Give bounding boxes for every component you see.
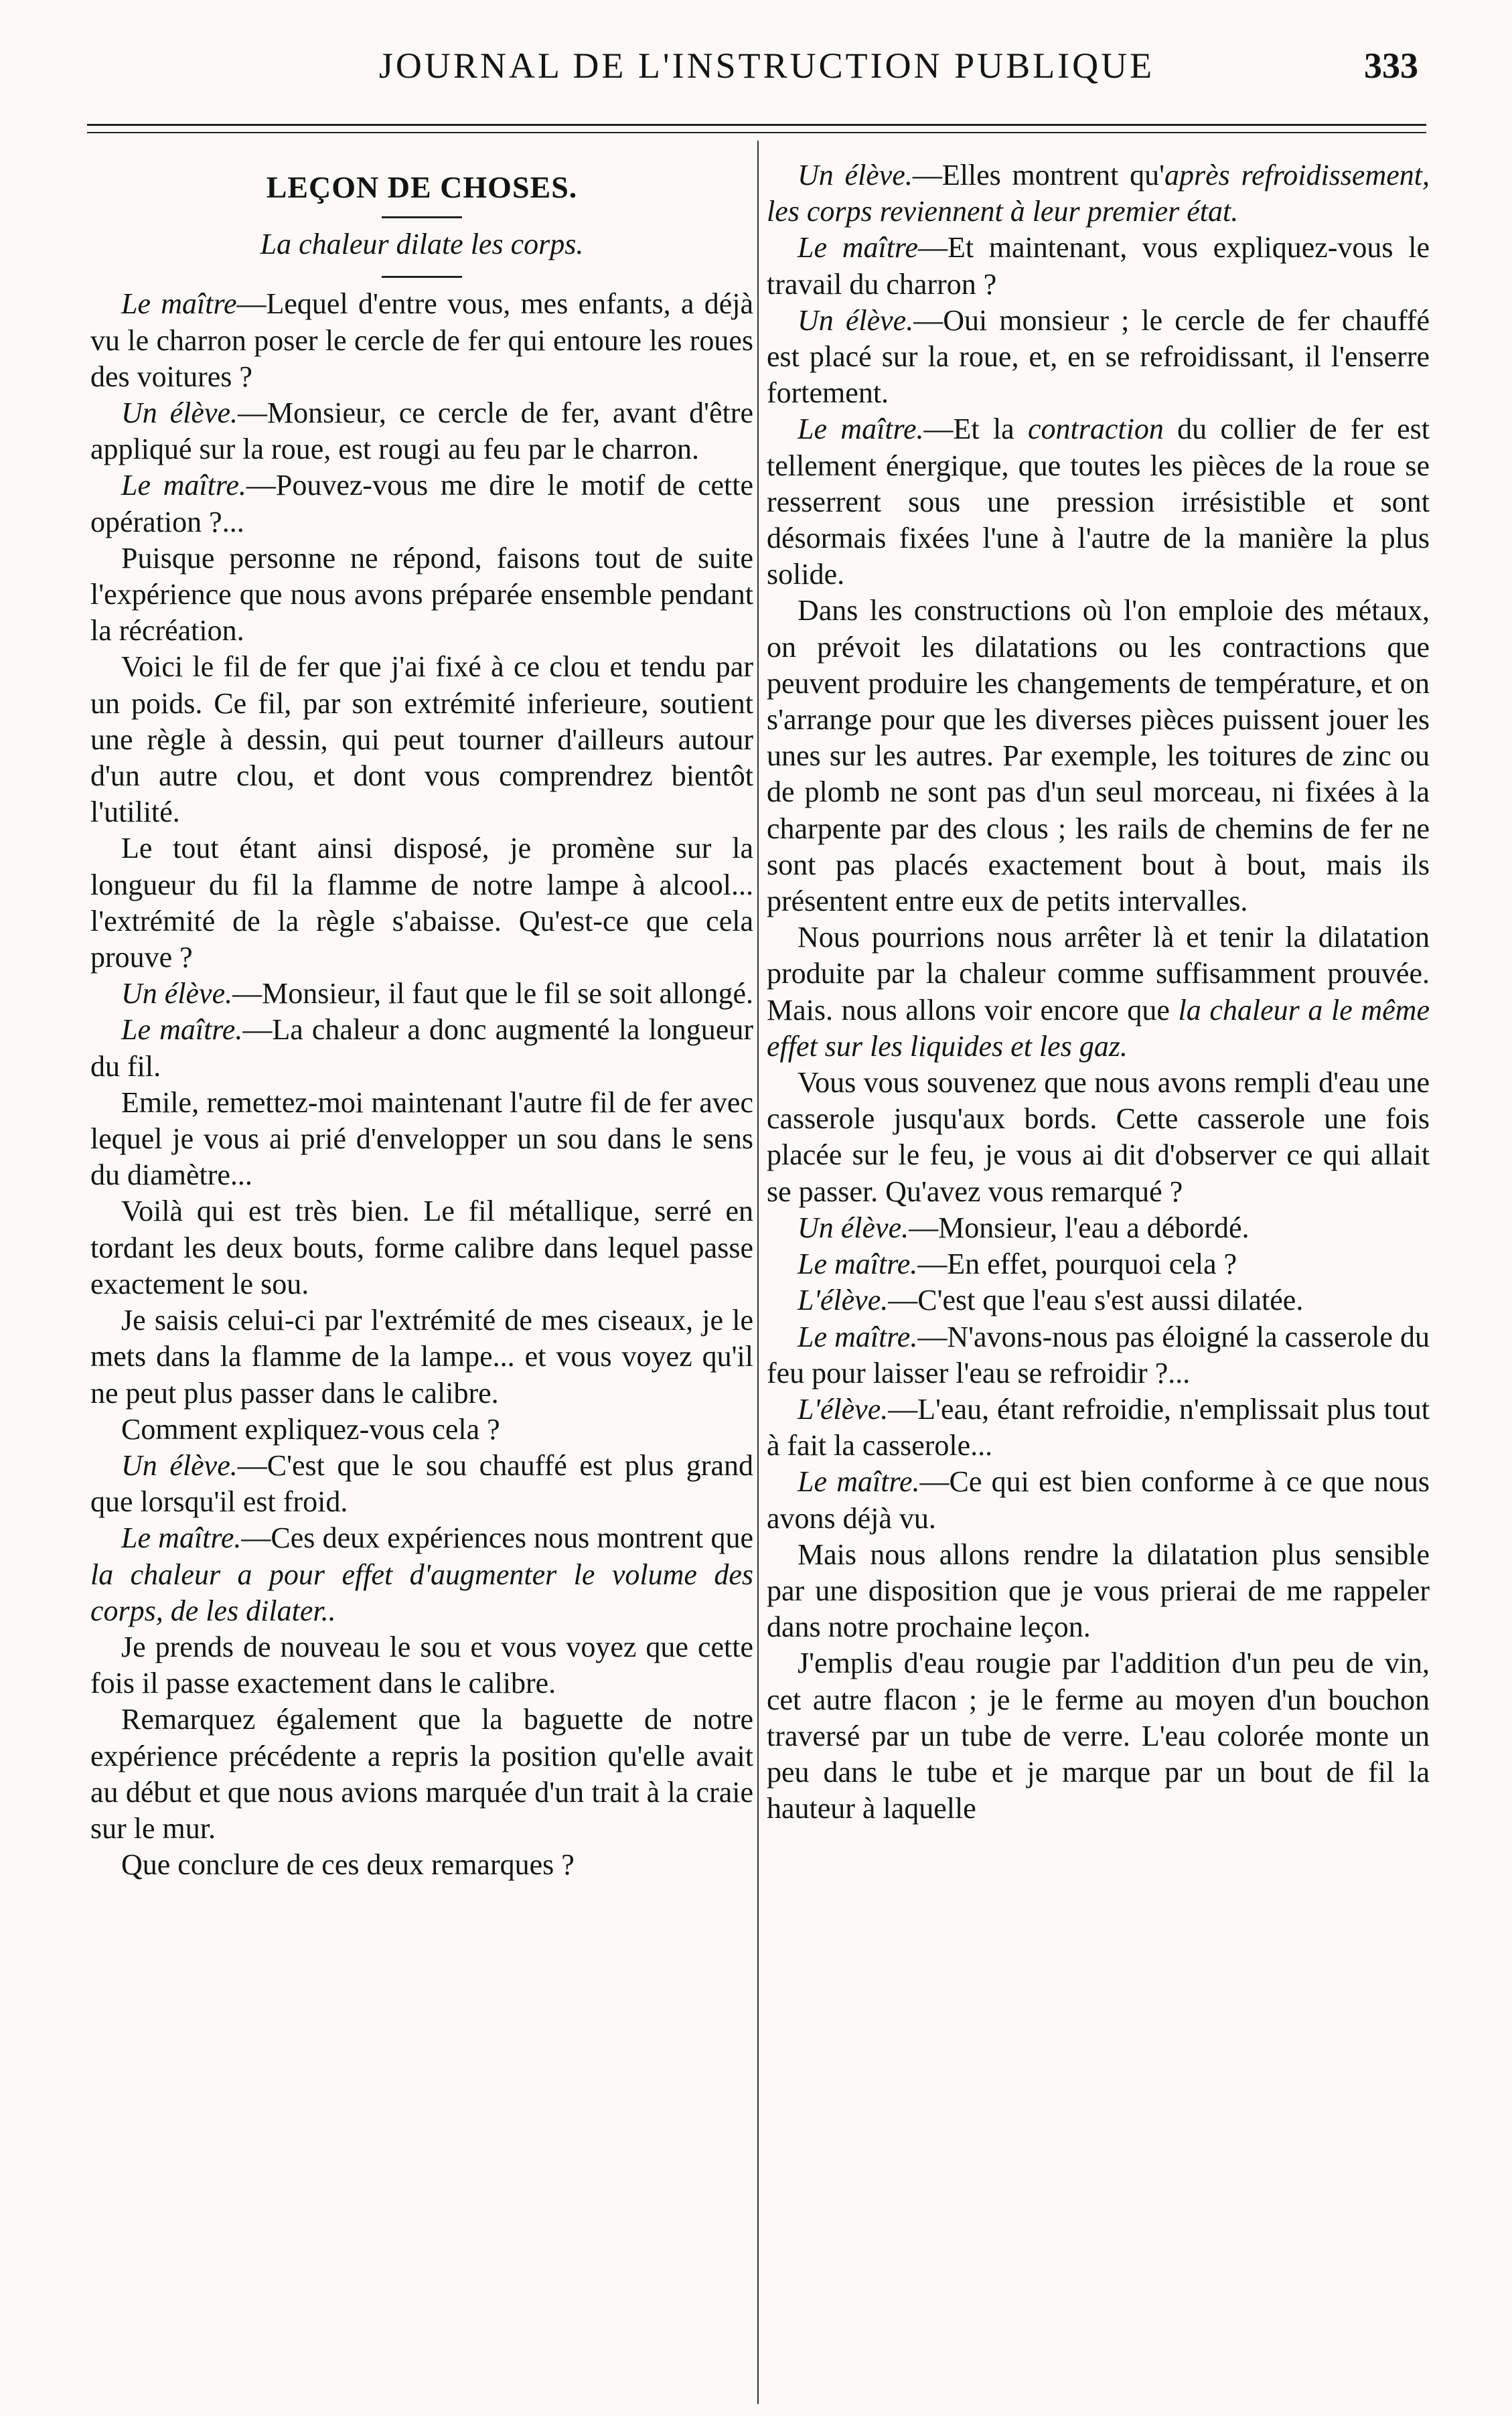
speaker-label: Le maître bbox=[121, 287, 237, 321]
paragraph-text: —Lequel d'entre vous, mes enfants, a déjà vu le charron poser le cercle de fer qui entoure les roues des voitures ? bbox=[90, 287, 753, 393]
subtitle-rule bbox=[382, 276, 462, 278]
paragraph bbox=[767, 1210, 1430, 1246]
page-number: 333 bbox=[1364, 46, 1418, 86]
paragraph-text: Comment expliquez-vous cela ? bbox=[121, 1412, 500, 1446]
speaker-label: Le maître. bbox=[798, 412, 924, 446]
paragraph bbox=[90, 1412, 753, 1448]
paragraph bbox=[90, 467, 753, 540]
speaker-label: Le maître bbox=[798, 231, 918, 265]
paragraph-text: Je saisis celui-ci par l'extrémité de mes ciseaux, je le mets dans la flamme de la lampe... et vous voyez qu'il ne peut plus passer dans le calibre. bbox=[90, 1304, 753, 1410]
speaker-label: L'élève. bbox=[798, 1392, 889, 1426]
speaker-label: Un élève. bbox=[121, 396, 238, 430]
paragraph bbox=[90, 976, 753, 1012]
paragraph-text: —Et maintenant, vous expliquez-vous le travail du charron ? bbox=[767, 231, 1430, 301]
article-subtitle: La chaleur dilate les corps. bbox=[260, 228, 584, 261]
paragraph-text: —Ces deux expériences nous montrent que bbox=[241, 1521, 753, 1555]
paragraph-text: Dans les constructions où l'on emploie des métaux, on prévoit les dilatations ou les contractions que peuvent produire les changements de température, et on s'arrange pour que les diverses pièces puissent jouer les unes sur les autres. Par exemple, les toitures de zinc ou de plomb ne sont pas d'un seul morceau, ni fixées à la charpente par des clous ; les rails de chemins de fer ne sont pas placés exactement bout à bout, mais ils présentent entre eux de petits intervalles. bbox=[767, 594, 1430, 918]
paragraph-text: Vous vous souvenez que nous avons rempli d'eau une casserole jusqu'aux bords. Cette casserole une fois placée sur le feu, je vous ai dit d'observer ce qui allait se passer. Qu'avez vous remarqué ? bbox=[767, 1066, 1430, 1208]
paragraph bbox=[90, 1520, 753, 1629]
paragraph-text: —C'est que le sou chauffé est plus grand que lorsqu'il est froid. bbox=[90, 1448, 753, 1519]
paragraph-text: Voilà qui est très bien. Le fil métallique, serré en tordant les deux bouts, forme calibre dans lequel passe exactement le sou. bbox=[90, 1195, 753, 1300]
paragraph-text: —Monsieur, ce cercle de fer, avant d'être appliqué sur la roue, est rougi au feu par le charron. bbox=[90, 396, 753, 466]
paragraph-text: —Pouvez-vous me dire le motif de cette opération ?... bbox=[90, 469, 753, 538]
paragraph bbox=[767, 1391, 1430, 1464]
paragraph bbox=[767, 593, 1430, 919]
paragraph bbox=[90, 1448, 753, 1520]
paragraph-text: —Monsieur, l'eau a débordé. bbox=[909, 1211, 1250, 1244]
paragraph-text: —Oui monsieur ; le cercle de fer chauffé est placé sur la roue, et, en se refroidissant, il l'enserre fortement. bbox=[767, 303, 1430, 410]
paragraph bbox=[90, 649, 753, 830]
paragraph-text: J'emplis d'eau rougie par l'addition d'un peu de vin, cet autre flacon ; je le ferme au moyen d'un bouchon traversé par un tube de verre. L'eau colorée monte un peu dans le tube et je marque par un bout de fil la hauteur à laquelle bbox=[767, 1647, 1430, 1825]
paragraph-text: —Monsieur, il faut que le fil se soit allongé. bbox=[232, 977, 753, 1010]
paragraph bbox=[767, 1065, 1430, 1210]
emphasized-text: contraction bbox=[1028, 412, 1164, 446]
paragraph-text: Remarquez également que la baguette de notre expérience précédente a repris la position qu'elle avait au début et que nous avions marquée d'un trait à la craie sur le mur. bbox=[90, 1703, 753, 1845]
paragraph-text: Je prends de nouveau le sou et vous voyez que cette fois il passe exactement dans le calibre. bbox=[90, 1630, 753, 1700]
speaker-label: Un élève. bbox=[798, 159, 913, 192]
speaker-label: Le maître. bbox=[121, 1013, 243, 1047]
emphasized-text: la chaleur a le même effet sur les liquides et les gaz. bbox=[767, 993, 1430, 1063]
paragraph-text: Le tout étant ainsi disposé, je promène sur la longueur du fil la flamme de notre lampe à alcool... l'extrémité de la règle s'abaisse. Qu'est-ce que cela prouve ? bbox=[90, 832, 753, 974]
paragraph-text: Mais nous allons rendre la dilatation plus sensible par une disposition que je vous prierai de me rappeler dans notre prochaine leçon. bbox=[767, 1537, 1430, 1644]
paragraph-text: —Elles montrent qu' bbox=[912, 159, 1165, 192]
journal-title: JOURNAL DE L'INSTRUCTION PUBLIQUE bbox=[378, 46, 1155, 86]
paragraph bbox=[90, 1193, 753, 1302]
paragraph bbox=[90, 1085, 753, 1194]
paragraph bbox=[90, 286, 753, 395]
emphasized-text: après refroidissement, les corps reviennent à leur premier état. bbox=[767, 159, 1430, 228]
speaker-label: L'élève. bbox=[798, 1284, 889, 1317]
paragraph-text: Puisque personne ne répond, faisons tout de suite l'expérience que nous avons préparée ensemble pendant la récréation. bbox=[90, 541, 753, 648]
paragraph bbox=[90, 1012, 753, 1084]
speaker-label: Le maître. bbox=[798, 1465, 920, 1499]
paragraph bbox=[767, 411, 1430, 593]
speaker-label: Le maître. bbox=[121, 469, 246, 502]
speaker-label: Un élève. bbox=[121, 977, 233, 1010]
paragraph bbox=[90, 1847, 753, 1883]
paragraph-text: Emile, remettez-moi maintenant l'autre fil de fer avec lequel je vous ai prié d'envelopper un sou dans le sens du diamètre... bbox=[90, 1085, 753, 1192]
paragraph bbox=[767, 303, 1430, 412]
paragraph-text: —Et la bbox=[923, 412, 1029, 446]
paragraph bbox=[767, 230, 1430, 302]
paragraph-text: —C'est que l'eau s'est aussi dilatée. bbox=[888, 1284, 1304, 1317]
speaker-label: Le maître. bbox=[798, 1248, 918, 1281]
paragraph-text: Que conclure de ces deux remarques ? bbox=[121, 1848, 575, 1882]
paragraph bbox=[767, 1246, 1430, 1282]
paragraph bbox=[90, 830, 753, 976]
paragraph-text: —La chaleur a donc augmenté la longueur du fil. bbox=[90, 1013, 753, 1083]
paragraph bbox=[90, 1302, 753, 1412]
header-double-rule bbox=[87, 124, 1426, 133]
paragraph bbox=[90, 1629, 753, 1702]
paragraph bbox=[767, 1282, 1430, 1318]
paragraph bbox=[767, 157, 1430, 230]
title-rule bbox=[382, 216, 462, 218]
emphasized-text: la chaleur a pour effet d'augmenter le volume des corps, de les dilater.. bbox=[90, 1558, 753, 1627]
speaker-label: Le maître. bbox=[798, 1320, 918, 1353]
paragraph bbox=[767, 1464, 1430, 1536]
column-divider bbox=[757, 141, 759, 2404]
paragraph-text: Nous pourrions nous arrêter là et tenir la dilatation produite par la chaleur comme suffisamment prouvée. Mais. nous allons voir encore que bbox=[767, 921, 1430, 1027]
speaker-label: Le maître. bbox=[121, 1521, 242, 1555]
speaker-label: Un élève. bbox=[798, 1211, 909, 1244]
paragraph-text: —En effet, pourquoi cela ? bbox=[917, 1248, 1237, 1281]
running-head bbox=[0, 37, 1512, 97]
paragraph-text: —Ce qui est bien conforme à ce que nous avons déjà vu. bbox=[767, 1465, 1430, 1535]
paragraph-text-continued: du collier de fer est tellement énergique, que toutes les pièces de la roue se resserrent sous une pression irrésistible et sont désormais fixées l'une à l'autre de la manière la plus solide. bbox=[767, 412, 1430, 591]
left-column bbox=[90, 157, 753, 1883]
paragraph bbox=[767, 1319, 1430, 1391]
paragraph-text: —L'eau, étant refroidie, n'emplissait plus tout à fait la casserole... bbox=[767, 1392, 1430, 1462]
speaker-label: Un élève. bbox=[798, 303, 914, 337]
paragraph bbox=[90, 540, 753, 650]
paragraph bbox=[90, 1702, 753, 1847]
paragraph bbox=[767, 919, 1430, 1065]
right-column bbox=[767, 157, 1430, 1827]
article-title: LEÇON DE CHOSES. bbox=[266, 170, 578, 204]
paragraph-text: —N'avons-nous pas éloigné la casserole du feu pour laisser l'eau se refroidir ?... bbox=[767, 1320, 1430, 1389]
paragraph bbox=[767, 1537, 1430, 1646]
paragraph bbox=[767, 1645, 1430, 1827]
speaker-label: Un élève. bbox=[121, 1448, 238, 1482]
paragraph bbox=[90, 395, 753, 467]
paragraph-text: Voici le fil de fer que j'ai fixé à ce clou et tendu par un poids. Ce fil, par son extrémité inferieure, soutient une règle à dessin, qui peut tourner d'ailleurs autour d'un autre clou, et dont vous comprendrez bientôt l'utilité. bbox=[90, 650, 753, 829]
